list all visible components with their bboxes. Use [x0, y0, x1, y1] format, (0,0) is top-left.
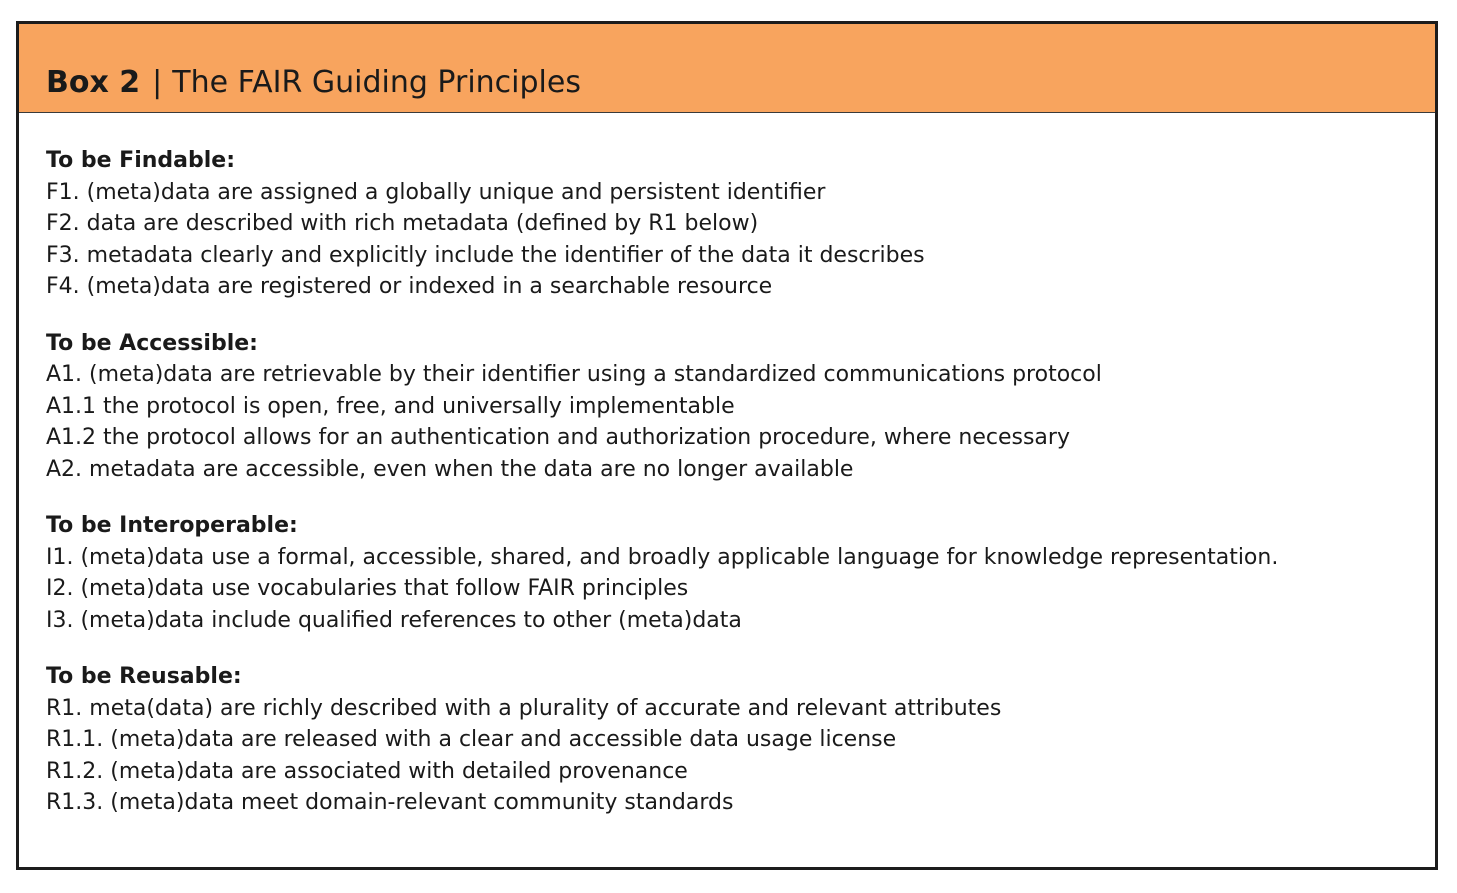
principle-item: I3. (meta)data include qualified references to other (meta)data — [46, 607, 742, 633]
principle-item: A1.2 the protocol allows for an authentication and authorization procedure, where necessary — [46, 425, 1070, 450]
box-title — [46, 64, 581, 102]
box-header — [19, 24, 1435, 113]
principle-list — [46, 542, 1425, 637]
principle-item: R1.2. (meta)data are associated with detailed provenance — [46, 758, 688, 784]
principle-item: R1. meta(data) are richly described with a plurality of accurate and relevant attributes — [46, 695, 1002, 721]
section-interoperable — [46, 510, 1425, 636]
section-heading: To be Reusable: — [46, 664, 242, 689]
principle-item: F2. data are described with rich metadata (defined by R1 below) — [46, 211, 759, 236]
principle-item: A1. (meta)data are retrievable by their identifier using a standardized communications protocol — [46, 362, 1102, 387]
section-heading: To be Interoperable: — [46, 513, 298, 538]
principle-list — [46, 359, 1425, 485]
fair-principles-box — [16, 21, 1438, 870]
section-accessible — [46, 328, 1425, 486]
principle-item: A2. metadata are accessible, even when the data are no longer available — [46, 456, 854, 482]
principle-item: F3. metadata clearly and explicitly include the identifier of the data it describes — [46, 242, 925, 268]
section-heading: To be Findable: — [46, 148, 236, 173]
box-body — [46, 145, 1425, 844]
principle-item: F4. (meta)data are registered or indexed in a searchable resource — [46, 274, 773, 299]
title-separator: | — [152, 65, 163, 100]
principle-item: R1.3. (meta)data meet domain-relevant community standards — [46, 790, 734, 815]
principle-list — [46, 177, 1425, 303]
section-reusable — [46, 661, 1425, 819]
section-findable — [46, 145, 1425, 303]
section-heading: To be Accessible: — [46, 330, 258, 356]
principle-item: I1. (meta)data use a formal, accessible, shared, and broadly applicable language for knowledge representation. — [46, 544, 1279, 570]
principle-item: R1.1. (meta)data are released with a clear and accessible data usage license — [46, 727, 897, 752]
box-label: Box 2 — [46, 65, 141, 100]
principle-item: F1. (meta)data are assigned a globally unique and persistent identifier — [46, 179, 826, 205]
principle-item: A1.1 the protocol is open, free, and universally implementable — [46, 393, 735, 419]
principle-list — [46, 693, 1425, 819]
principle-item: I2. (meta)data use vocabularies that follow FAIR principles — [46, 576, 689, 601]
box-title-text: The FAIR Guiding Principles — [172, 65, 581, 100]
